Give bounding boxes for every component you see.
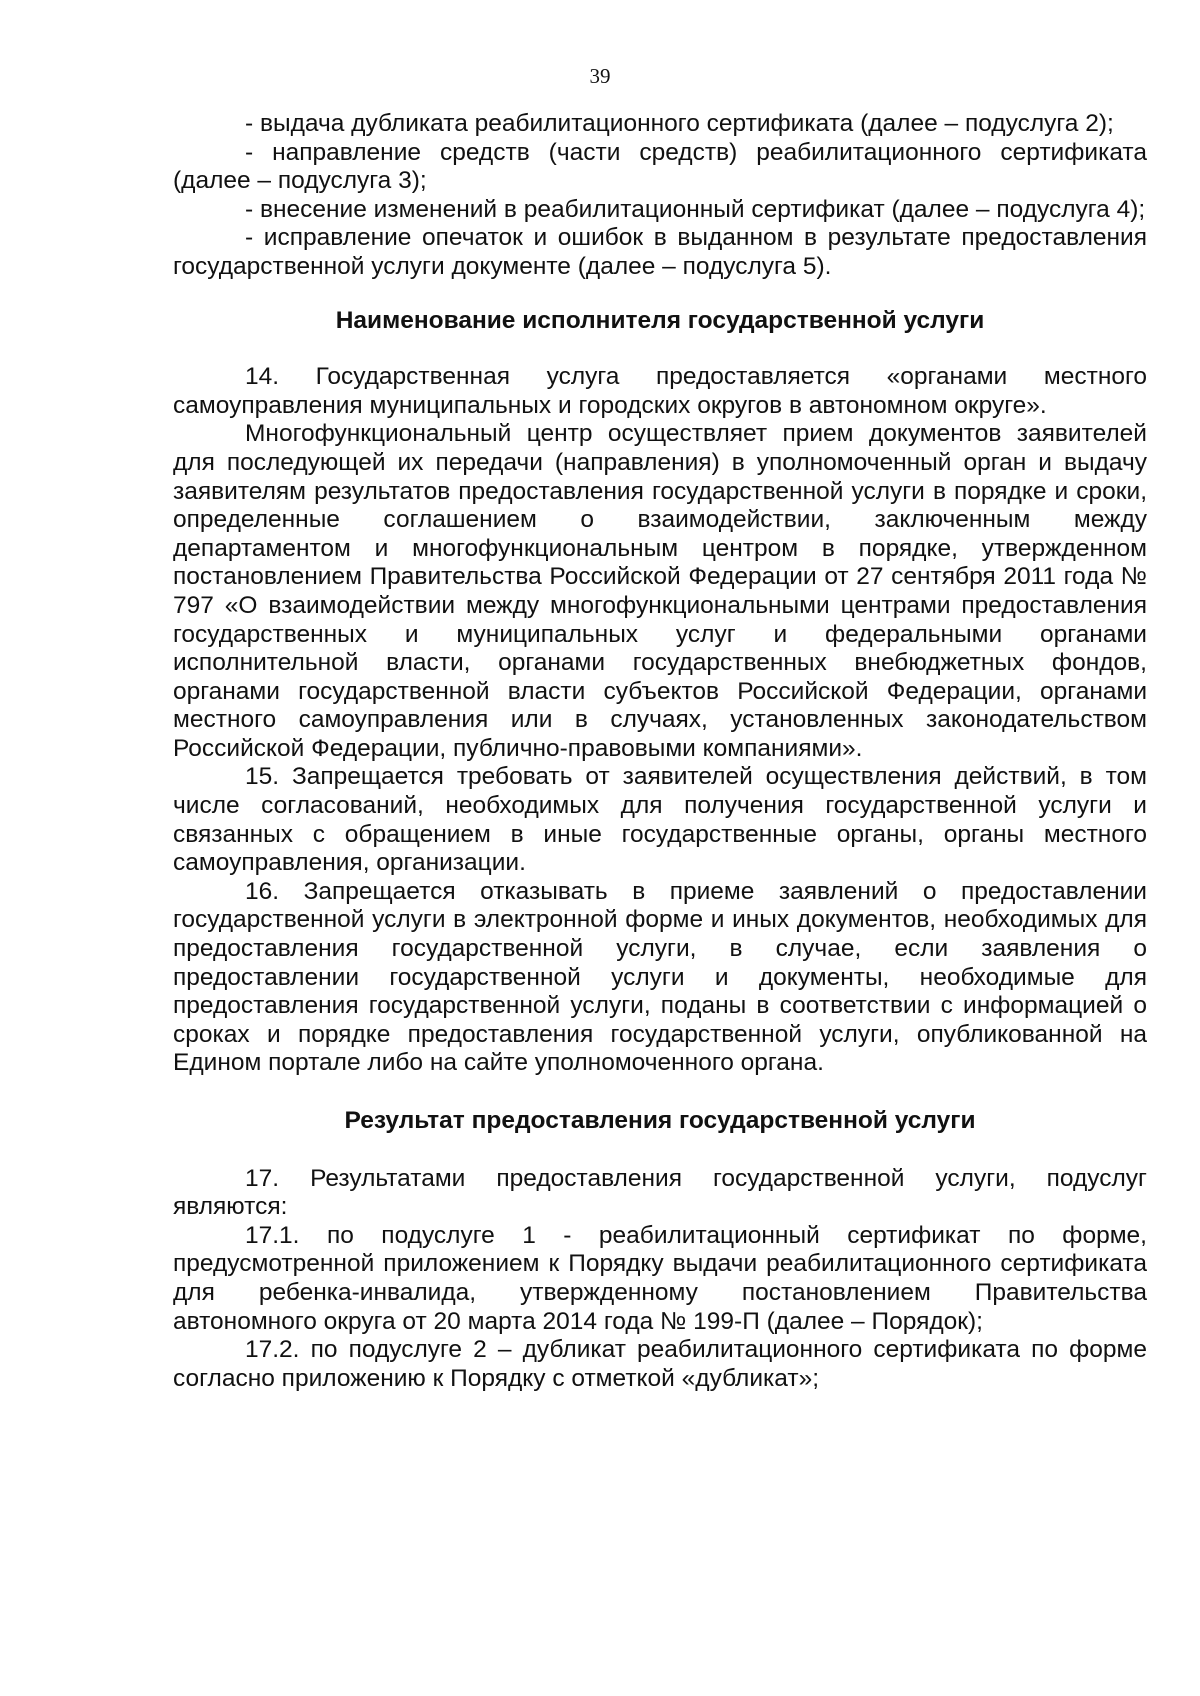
paragraph-17-1: 17.1. по подуслуге 1 - реабилитационный сертификат по форме, предусмотренной приложением к Порядку выдачи реабилитационного сертификата для ребенка-инвалида, утвержденному постановлением Правительства автономного округа от 20 марта 2014 года № 199-П (далее – Порядок); [173, 1221, 1147, 1335]
section-heading-result: Результат предоставления государственной услуги [344, 1107, 976, 1134]
paragraph-16: 16. Запрещается отказывать в приеме заявлений о предоставлении государственной услуги в электронной форме и иных документов, необходимых для предоставления государственной услуги, в случае, если заявления о предоставлении государственной услуги и документы, необходимые для предоставления государственной услуги, поданы в соответствии с информацией о сроках и порядке предоставления государственной услуги, опубликованной на Едином портале либо на сайте уполномоченного органа. [173, 877, 1147, 1077]
paragraph-17: 17. Результатами предоставления государственной услуги, подуслуг являются: [173, 1164, 1147, 1221]
paragraph-subservice-2: - выдача дубликата реабилитационного сертификата (далее – подуслуга 2); [245, 110, 1114, 137]
paragraph-17-2: 17.2. по подуслуге 2 – дубликат реабилитационного сертификата по форме согласно приложению к Порядку с отметкой «дубликат»; [173, 1336, 1147, 1392]
section-heading-executor: Наименование исполнителя государственной услуги [335, 306, 985, 334]
document-body [173, 110, 1147, 1393]
paragraph-14: 14. Государственная услуга предоставляется «органами местного самоуправления муниципальных и городских округов в автономном округе». [173, 363, 1147, 419]
paragraph-subservice-3: - направление средств (части средств) реабилитационного сертификата (далее – подуслуга 3); [173, 138, 1147, 195]
paragraph-mfc: Многофункциональный центр осуществляет прием документов заявителей для последующей их передачи (направления) в уполномоченный орган и выдачу заявителям результатов предоставления государственной услуги в порядке и сроки, определенные соглашением о взаимодействии, заключенным между департаментом и многофункциональным центром в порядке, утвержденном постановлением Правительства Российской Федерации от 27 сентября 2011 года № 797 «О взаимодействии между многофункциональными центрами предоставления государственных и муниципальных услуг и федеральными органами исполнительной власти, органами государственных внебюджетных фондов, органами государственной власти субъектов Российской Федерации, органами местного самоуправления или в случаях, установленных законодательством Российской Федерации, публично-правовыми компаниями». [173, 420, 1147, 762]
paragraph-subservice-5: - исправление опечаток и ошибок в выданном в результате предоставления государственной услуги документе (далее – подуслуга 5). [173, 224, 1147, 280]
page-number: 39 [589, 64, 611, 88]
paragraph-subservice-4: - внесение изменений в реабилитационный сертификат (далее – подуслуга 4); [245, 195, 1146, 223]
paragraph-15: 15. Запрещается требовать от заявителей осуществления действий, в том числе согласований, необходимых для получения государственной услуги и связанных с обращением в иные государственные органы, органы местного самоуправления, организации. [173, 763, 1147, 877]
